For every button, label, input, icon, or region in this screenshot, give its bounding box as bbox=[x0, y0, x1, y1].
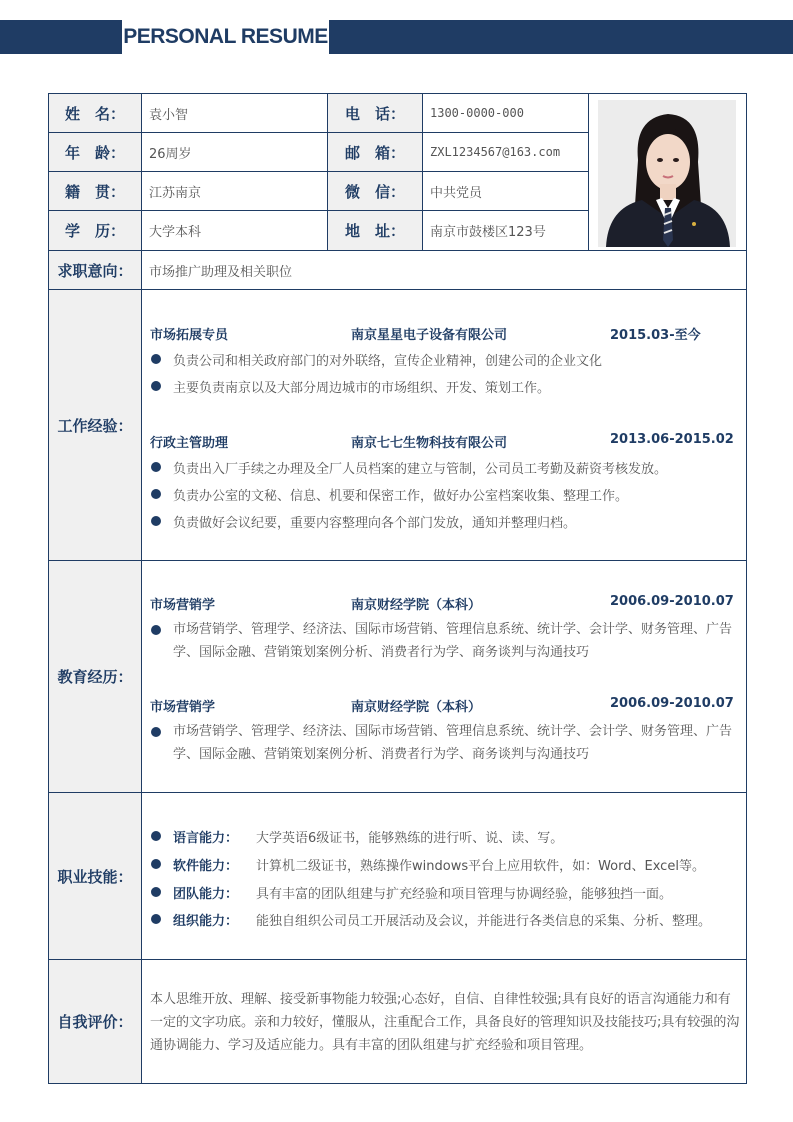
skill-desc: 能独自组织公司员工开展活动及会议，并能进行各类信息的采集、分析、整理。 bbox=[256, 914, 712, 929]
edu-major: 市场营销学 bbox=[150, 598, 216, 613]
education-level-label: 学 历： bbox=[49, 211, 141, 250]
skill-desc: 具有丰富的团队组建与扩充经验和项目管理与协调经验，能够独挡一面。 bbox=[256, 887, 673, 902]
job-company: 南京七七生物科技有限公司 bbox=[351, 436, 508, 451]
phone-value: 1300-0000-000 bbox=[430, 106, 524, 120]
edu-major: 市场营销学 bbox=[150, 700, 216, 715]
self-evaluation-label: 自我评价： bbox=[49, 960, 141, 1083]
age-label: 年 龄： bbox=[49, 133, 141, 171]
edu-courses: 市场营销学、管理学、经济法、国际市场营销、管理信息系统、统计学、会计学、财务管理、广告学、国际金融、营销策划案例分析、消费者行为学、商务谈判与沟通技巧 bbox=[173, 622, 733, 660]
wechat-label: 微 信： bbox=[328, 172, 422, 210]
bullet-dot-icon bbox=[151, 914, 161, 924]
resume-title: PERSONAL RESUME bbox=[123, 25, 328, 48]
email-value: ZXL1234567@163.com bbox=[430, 145, 561, 159]
job-duty: 负责公司和相关政府部门的对外联络，宣传企业精神，创建公司的企业文化 bbox=[173, 354, 603, 369]
skill-desc: 计算机二级证书，熟练操作windows平台上应用软件，如：Word、Excel等。 bbox=[256, 859, 705, 874]
job-title: 市场拓展专员 bbox=[150, 328, 229, 343]
person-icon bbox=[598, 100, 736, 247]
skill-name: 组织能力： bbox=[173, 914, 239, 929]
bullet-dot-icon bbox=[151, 625, 161, 635]
job-intent-label: 求职意向： bbox=[49, 251, 141, 289]
skill-name: 语言能力： bbox=[173, 831, 239, 846]
job-title: 行政主管助理 bbox=[150, 436, 229, 451]
age-value: 26周岁 bbox=[149, 146, 192, 162]
job-duty: 负责出入厂手续之办理及全厂人员档案的建立与管制，公司员工考勤及薪资考核发放。 bbox=[173, 462, 668, 477]
job-intent-value: 市场推广助理及相关职位 bbox=[149, 264, 293, 280]
wechat-value: 中共党员 bbox=[430, 185, 483, 201]
job-period: 2013.06-2015.02 bbox=[610, 432, 734, 447]
email-label: 邮 箱： bbox=[328, 133, 422, 171]
bullet-dot-icon bbox=[151, 516, 161, 526]
bullet-dot-icon bbox=[151, 859, 161, 869]
address-value: 南京市鼓楼区123号 bbox=[430, 225, 546, 240]
work-experience-label: 工作经验： bbox=[49, 290, 141, 560]
edu-school: 南京财经学院（本科） bbox=[351, 598, 482, 613]
name-value: 袁小智 bbox=[149, 107, 189, 123]
job-duty: 负责办公室的文秘、信息、机要和保密工作，做好办公室档案收集、整理工作。 bbox=[173, 489, 629, 504]
bullet-dot-icon bbox=[151, 354, 161, 364]
bullet-dot-icon bbox=[151, 831, 161, 841]
skills-label: 职业技能： bbox=[49, 793, 141, 959]
phone-label: 电 话： bbox=[328, 94, 422, 132]
origin-value: 江苏南京 bbox=[149, 185, 202, 201]
skill-desc: 大学英语6级证书，能够熟练的进行听、说、读、写。 bbox=[256, 831, 564, 846]
bullet-dot-icon bbox=[151, 489, 161, 499]
bullet-dot-icon bbox=[151, 381, 161, 391]
edu-period: 2006.09-2010.07 bbox=[610, 696, 734, 711]
skill-name: 团队能力： bbox=[173, 887, 239, 902]
edu-school: 南京财经学院（本科） bbox=[351, 700, 482, 715]
bullet-dot-icon bbox=[151, 462, 161, 472]
job-company: 南京星星电子设备有限公司 bbox=[351, 328, 508, 343]
bullet-dot-icon bbox=[151, 887, 161, 897]
portrait-photo bbox=[598, 100, 736, 247]
name-label: 姓 名： bbox=[49, 94, 141, 132]
education-label: 教育经历： bbox=[49, 561, 141, 792]
job-duty: 主要负责南京以及大部分周边城市的市场组织、开发、策划工作。 bbox=[173, 381, 551, 396]
edu-courses: 市场营销学、管理学、经济法、国际市场营销、管理信息系统、统计学、会计学、财务管理、广告学、国际金融、营销策划案例分析、消费者行为学、商务谈判与沟通技巧 bbox=[173, 724, 733, 762]
origin-label: 籍 贯： bbox=[49, 172, 141, 210]
education-level-value: 大学本科 bbox=[149, 225, 202, 240]
bullet-dot-icon bbox=[151, 727, 161, 737]
self-evaluation-text: 本人思维开放、理解、接受新事物能力较强;心态好，自信、自律性较强;具有良好的语言沟通能力和有一定的文字功底。亲和力较好，懂服从，注重配合工作，具备良好的管理知识及技能技巧;具有较强的沟通协调能力、学习及适应能力。具有丰富的团队组建与扩充经验和项目管理。 bbox=[150, 992, 740, 1053]
address-label: 地 址： bbox=[328, 211, 422, 250]
header-bar-left bbox=[0, 20, 122, 54]
job-period: 2015.03-至今 bbox=[610, 328, 701, 343]
skill-name: 软件能力： bbox=[173, 859, 239, 874]
header-bar-right bbox=[329, 20, 793, 54]
edu-period: 2006.09-2010.07 bbox=[610, 594, 734, 609]
job-duty: 负责做好会议纪要，重要内容整理向各个部门发放，通知并整理归档。 bbox=[173, 516, 577, 531]
